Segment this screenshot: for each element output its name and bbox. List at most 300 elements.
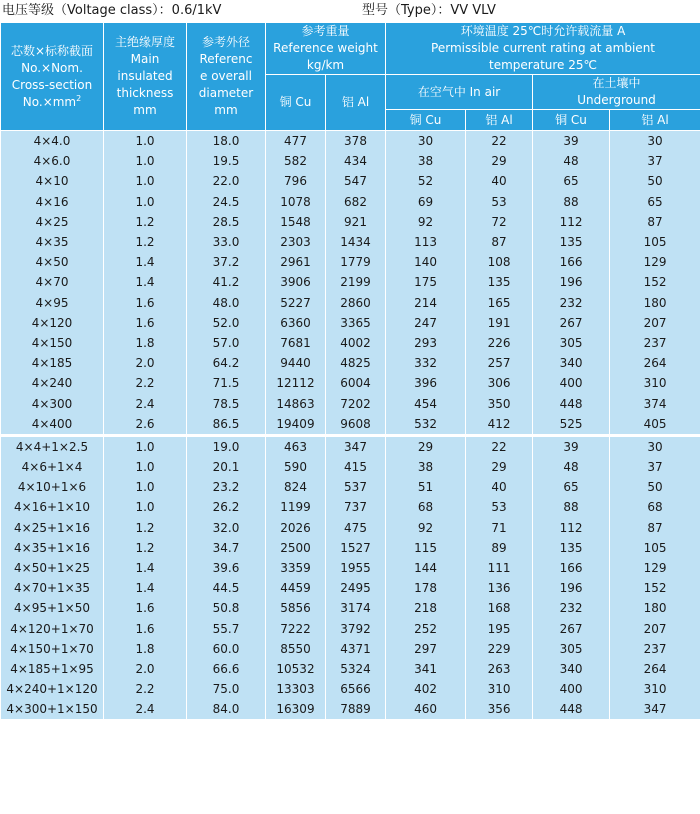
table-cell: 1199	[266, 497, 326, 517]
table-row	[1, 313, 700, 333]
table-cell: 4×6+1×4	[1, 457, 104, 477]
table-cell: 1.6	[104, 313, 187, 333]
table-cell: 2860	[326, 293, 386, 313]
table-cell: 89	[466, 538, 533, 558]
table-cell: 37.2	[187, 252, 266, 272]
header-ground-cu: 铜 Cu	[533, 110, 610, 131]
table-cell: 10532	[266, 659, 326, 679]
table-cell: 3365	[326, 313, 386, 333]
table-cell: 180	[610, 293, 700, 313]
table-cell: 537	[326, 477, 386, 497]
table-cell: 29	[466, 457, 533, 477]
table-cell: 1434	[326, 232, 386, 252]
table-cell: 1.4	[104, 558, 187, 578]
table-cell: 2500	[266, 538, 326, 558]
table-cell: 207	[610, 619, 700, 639]
table-row	[1, 293, 700, 313]
table-cell: 267	[533, 619, 610, 639]
table-cell: 2.4	[104, 393, 187, 413]
table-cell: 2199	[326, 272, 386, 292]
table-cell: 737	[326, 497, 386, 517]
table-cell: 4×10	[1, 171, 104, 191]
table-cell: 22.0	[187, 171, 266, 191]
table-cell: 24.5	[187, 192, 266, 212]
table-cell: 477	[266, 131, 326, 152]
table-row	[1, 477, 700, 497]
table-cell: 405	[610, 414, 700, 436]
table-cell: 682	[326, 192, 386, 212]
table-cell: 19.0	[187, 435, 266, 457]
table-cell: 6566	[326, 679, 386, 699]
table-cell: 195	[466, 619, 533, 639]
table-cell: 252	[386, 619, 466, 639]
table-cell: 9440	[266, 353, 326, 373]
table-cell: 65	[533, 171, 610, 191]
table-cell: 1078	[266, 192, 326, 212]
table-cell: 229	[466, 639, 533, 659]
table-row	[1, 639, 700, 659]
table-row	[1, 518, 700, 538]
table-cell: 2.6	[104, 414, 187, 436]
table-cell: 378	[326, 131, 386, 152]
table-row	[1, 393, 700, 413]
table-row	[1, 353, 700, 373]
table-cell: 16309	[266, 699, 326, 719]
table-cell: 40	[466, 171, 533, 191]
table-cell: 6004	[326, 373, 386, 393]
table-cell: 144	[386, 558, 466, 578]
table-cell: 50	[610, 171, 700, 191]
table-row	[1, 272, 700, 292]
table-cell: 590	[266, 457, 326, 477]
table-cell: 37	[610, 457, 700, 477]
table-cell: 412	[466, 414, 533, 436]
table-cell: 4×25	[1, 212, 104, 232]
table-cell: 460	[386, 699, 466, 719]
table-cell: 3906	[266, 272, 326, 292]
table-cell: 39.6	[187, 558, 266, 578]
table-cell: 71	[466, 518, 533, 538]
table-cell: 23.2	[187, 477, 266, 497]
table-row	[1, 497, 700, 517]
table-cell: 1.4	[104, 252, 187, 272]
table-cell: 4×70+1×35	[1, 578, 104, 598]
table-cell: 2.0	[104, 353, 187, 373]
table-cell: 1.4	[104, 578, 187, 598]
table-cell: 18.0	[187, 131, 266, 152]
table-cell: 53	[466, 192, 533, 212]
table-cell: 33.0	[187, 232, 266, 252]
table-cell: 4×400	[1, 414, 104, 436]
table-cell: 267	[533, 313, 610, 333]
table-cell: 105	[610, 538, 700, 558]
table-row	[1, 457, 700, 477]
table-cell: 434	[326, 151, 386, 171]
table-cell: 19409	[266, 414, 326, 436]
table-cell: 2.4	[104, 699, 187, 719]
table-cell: 1.0	[104, 457, 187, 477]
table-cell: 152	[610, 578, 700, 598]
table-cell: 4×240	[1, 373, 104, 393]
table-cell: 30	[610, 435, 700, 457]
table-cell: 57.0	[187, 333, 266, 353]
table-cell: 12112	[266, 373, 326, 393]
table-cell: 448	[533, 699, 610, 719]
table-cell: 1.8	[104, 333, 187, 353]
table-cell: 41.2	[187, 272, 266, 292]
table-cell: 5324	[326, 659, 386, 679]
table-row	[1, 252, 700, 272]
table-cell: 1779	[326, 252, 386, 272]
header-air-al: 铝 Al	[466, 110, 533, 131]
table-cell: 1.0	[104, 131, 187, 152]
table-cell: 50	[610, 477, 700, 497]
table-cell: 218	[386, 598, 466, 618]
table-cell: 113	[386, 232, 466, 252]
table-cell: 13303	[266, 679, 326, 699]
table-cell: 92	[386, 518, 466, 538]
table-cell: 1955	[326, 558, 386, 578]
table-cell: 4825	[326, 353, 386, 373]
table-cell: 1.0	[104, 435, 187, 457]
table-cell: 4×50+1×25	[1, 558, 104, 578]
table-cell: 4×4+1×2.5	[1, 435, 104, 457]
table-cell: 87	[610, 212, 700, 232]
table-row	[1, 598, 700, 618]
table-cell: 237	[610, 333, 700, 353]
table-cell: 3359	[266, 558, 326, 578]
table-cell: 1.0	[104, 151, 187, 171]
table-cell: 26.2	[187, 497, 266, 517]
table-cell: 232	[533, 293, 610, 313]
table-cell: 152	[610, 272, 700, 292]
table-cell: 4×95	[1, 293, 104, 313]
table-cell: 9608	[326, 414, 386, 436]
table-cell: 4×185	[1, 353, 104, 373]
table-cell: 5856	[266, 598, 326, 618]
table-cell: 4×150	[1, 333, 104, 353]
table-cell: 68	[386, 497, 466, 517]
table-cell: 2.2	[104, 679, 187, 699]
table-cell: 135	[466, 272, 533, 292]
table-cell: 1.0	[104, 192, 187, 212]
table-cell: 44.5	[187, 578, 266, 598]
table-cell: 1.2	[104, 212, 187, 232]
table-cell: 340	[533, 659, 610, 679]
table-cell: 86.5	[187, 414, 266, 436]
header-weight-cu: 铜 Cu	[266, 75, 326, 131]
table-cell: 178	[386, 578, 466, 598]
table-cell: 48.0	[187, 293, 266, 313]
table-cell: 1.4	[104, 272, 187, 292]
table-cell: 2.2	[104, 373, 187, 393]
table-cell: 305	[533, 333, 610, 353]
table-cell: 3174	[326, 598, 386, 618]
table-cell: 306	[466, 373, 533, 393]
table-cell: 65	[533, 477, 610, 497]
table-cell: 4×150+1×70	[1, 639, 104, 659]
table-cell: 7222	[266, 619, 326, 639]
table-body	[1, 131, 700, 720]
table-cell: 824	[266, 477, 326, 497]
table-cell: 332	[386, 353, 466, 373]
table-row	[1, 171, 700, 191]
table-cell: 175	[386, 272, 466, 292]
table-cell: 88	[533, 497, 610, 517]
table-cell: 264	[610, 659, 700, 679]
table-cell: 7202	[326, 393, 386, 413]
table-cell: 237	[610, 639, 700, 659]
table-cell: 65	[610, 192, 700, 212]
table-cell: 1.6	[104, 293, 187, 313]
table-cell: 2495	[326, 578, 386, 598]
header-weight-al: 铝 Al	[326, 75, 386, 131]
table-cell: 214	[386, 293, 466, 313]
header-insulation-thickness: 主绝缘厚度 Main insulated thickness mm	[104, 23, 187, 131]
table-cell: 40	[466, 477, 533, 497]
header-air-cu: 铜 Cu	[386, 110, 466, 131]
table-cell: 87	[466, 232, 533, 252]
table-cell: 48	[533, 151, 610, 171]
table-row	[1, 699, 700, 719]
table-cell: 20.1	[187, 457, 266, 477]
table-cell: 310	[610, 679, 700, 699]
table-cell: 2303	[266, 232, 326, 252]
header-overall-diameter: 参考外径 Referenc e overall diameter mm	[187, 23, 266, 131]
table-cell: 135	[533, 538, 610, 558]
table-cell: 180	[610, 598, 700, 618]
table-cell: 475	[326, 518, 386, 538]
table-cell: 196	[533, 272, 610, 292]
table-cell: 108	[466, 252, 533, 272]
table-cell: 8550	[266, 639, 326, 659]
table-cell: 68	[610, 497, 700, 517]
table-cell: 136	[466, 578, 533, 598]
table-cell: 350	[466, 393, 533, 413]
header-reference-weight: 参考重量 Reference weight kg/km	[266, 23, 386, 75]
table-cell: 71.5	[187, 373, 266, 393]
table-cell: 400	[533, 373, 610, 393]
table-cell: 78.5	[187, 393, 266, 413]
table-cell: 7889	[326, 699, 386, 719]
table-cell: 4459	[266, 578, 326, 598]
table-cell: 19.5	[187, 151, 266, 171]
spec-caption	[0, 0, 700, 22]
table-cell: 92	[386, 212, 466, 232]
table-cell: 1527	[326, 538, 386, 558]
table-cell: 4×300	[1, 393, 104, 413]
table-cell: 135	[533, 232, 610, 252]
table-cell: 1.0	[104, 171, 187, 191]
table-cell: 51	[386, 477, 466, 497]
table-cell: 463	[266, 435, 326, 457]
table-cell: 129	[610, 558, 700, 578]
table-cell: 310	[610, 373, 700, 393]
table-cell: 52	[386, 171, 466, 191]
table-cell: 547	[326, 171, 386, 191]
table-cell: 448	[533, 393, 610, 413]
table-cell: 454	[386, 393, 466, 413]
table-cell: 921	[326, 212, 386, 232]
table-cell: 4×4.0	[1, 131, 104, 152]
table-cell: 50.8	[187, 598, 266, 618]
table-cell: 6360	[266, 313, 326, 333]
header-core-section: 芯数×标称截面 No.×Nom. Cross-section $No.\times mm^2$	[1, 23, 104, 131]
header-underground: 在土壤中 Underground	[533, 75, 700, 110]
table-cell: 4×35+1×16	[1, 538, 104, 558]
table-cell: 356	[466, 699, 533, 719]
table-row	[1, 373, 700, 393]
table-cell: 415	[326, 457, 386, 477]
table-cell: 4×16	[1, 192, 104, 212]
table-cell: 4×120+1×70	[1, 619, 104, 639]
table-cell: 112	[533, 518, 610, 538]
table-cell: 64.2	[187, 353, 266, 373]
table-cell: 4×120	[1, 313, 104, 333]
table-cell: 22	[466, 435, 533, 457]
table-cell: 196	[533, 578, 610, 598]
table-cell: 1548	[266, 212, 326, 232]
table-cell: 340	[533, 353, 610, 373]
table-cell: 72	[466, 212, 533, 232]
table-cell: 14863	[266, 393, 326, 413]
table-cell: 84.0	[187, 699, 266, 719]
table-cell: 22	[466, 131, 533, 152]
table-row	[1, 619, 700, 639]
table-cell: 396	[386, 373, 466, 393]
table-cell: 247	[386, 313, 466, 333]
table-cell: 4×300+1×150	[1, 699, 104, 719]
header-in-air: 在空气中 In air	[386, 75, 533, 110]
table-cell: 52.0	[187, 313, 266, 333]
table-cell: 4×95+1×50	[1, 598, 104, 618]
table-cell: 207	[610, 313, 700, 333]
table-cell: 7681	[266, 333, 326, 353]
voltage-class-label: 电压等级（Voltage class）：0.6/1kV	[2, 3, 222, 18]
table-cell: 87	[610, 518, 700, 538]
table-cell: 53	[466, 497, 533, 517]
table-row	[1, 151, 700, 171]
table-cell: 1.2	[104, 232, 187, 252]
cable-type-label: 型号（Type）：VV VLV	[362, 3, 496, 18]
table-row	[1, 435, 700, 457]
table-cell: 532	[386, 414, 466, 436]
table-cell: 34.7	[187, 538, 266, 558]
table-cell: 28.5	[187, 212, 266, 232]
table-row	[1, 232, 700, 252]
table-row	[1, 578, 700, 598]
table-cell: 38	[386, 457, 466, 477]
table-cell: 1.2	[104, 518, 187, 538]
table-cell: 4×35	[1, 232, 104, 252]
table-cell: 30	[386, 131, 466, 152]
table-cell: 32.0	[187, 518, 266, 538]
table-header	[1, 23, 700, 131]
table-cell: 105	[610, 232, 700, 252]
table-cell: 88	[533, 192, 610, 212]
table-cell: 129	[610, 252, 700, 272]
table-cell: 29	[466, 151, 533, 171]
table-row	[1, 414, 700, 436]
table-row	[1, 679, 700, 699]
table-cell: 166	[533, 558, 610, 578]
table-cell: 402	[386, 679, 466, 699]
table-row	[1, 558, 700, 578]
table-cell: 69	[386, 192, 466, 212]
table-cell: 400	[533, 679, 610, 699]
table-cell: 191	[466, 313, 533, 333]
table-cell: 168	[466, 598, 533, 618]
table-cell: 39	[533, 131, 610, 152]
table-cell: 37	[610, 151, 700, 171]
table-cell: 38	[386, 151, 466, 171]
table-cell: 297	[386, 639, 466, 659]
table-cell: 264	[610, 353, 700, 373]
table-cell: 1.6	[104, 619, 187, 639]
table-cell: 1.6	[104, 598, 187, 618]
table-cell: 66.6	[187, 659, 266, 679]
table-cell: 1.2	[104, 538, 187, 558]
table-row	[1, 659, 700, 679]
table-row	[1, 333, 700, 353]
table-cell: 525	[533, 414, 610, 436]
table-cell: 232	[533, 598, 610, 618]
table-cell: 305	[533, 639, 610, 659]
table-cell: 55.7	[187, 619, 266, 639]
table-cell: 374	[610, 393, 700, 413]
table-cell: 4×185+1×95	[1, 659, 104, 679]
table-cell: 2026	[266, 518, 326, 538]
table-row	[1, 212, 700, 232]
table-cell: 4×50	[1, 252, 104, 272]
table-cell: 4×16+1×10	[1, 497, 104, 517]
table-cell: 115	[386, 538, 466, 558]
cable-spec-table	[0, 22, 700, 719]
table-cell: 111	[466, 558, 533, 578]
table-cell: 4×25+1×16	[1, 518, 104, 538]
table-row	[1, 131, 700, 152]
table-cell: 263	[466, 659, 533, 679]
table-cell: 347	[326, 435, 386, 457]
table-cell: 2.0	[104, 659, 187, 679]
table-row	[1, 538, 700, 558]
header-ground-al: 铝 Al	[610, 110, 700, 131]
header-current-rating: 环境温度 25℃时允许载流量 A Permissible current rating at ambient temperature 25℃	[386, 23, 700, 75]
table-cell: 30	[610, 131, 700, 152]
table-cell: 29	[386, 435, 466, 457]
table-cell: 4×6.0	[1, 151, 104, 171]
table-cell: 112	[533, 212, 610, 232]
table-cell: 165	[466, 293, 533, 313]
table-row	[1, 192, 700, 212]
table-cell: 2961	[266, 252, 326, 272]
table-cell: 293	[386, 333, 466, 353]
table-cell: 4×240+1×120	[1, 679, 104, 699]
table-cell: 257	[466, 353, 533, 373]
table-cell: 341	[386, 659, 466, 679]
table-cell: 4×70	[1, 272, 104, 292]
table-cell: 48	[533, 457, 610, 477]
table-cell: 347	[610, 699, 700, 719]
table-cell: 60.0	[187, 639, 266, 659]
table-cell: 4371	[326, 639, 386, 659]
table-cell: 166	[533, 252, 610, 272]
table-cell: 39	[533, 435, 610, 457]
table-cell: 5227	[266, 293, 326, 313]
table-cell: 226	[466, 333, 533, 353]
table-cell: 3792	[326, 619, 386, 639]
table-cell: 1.0	[104, 497, 187, 517]
